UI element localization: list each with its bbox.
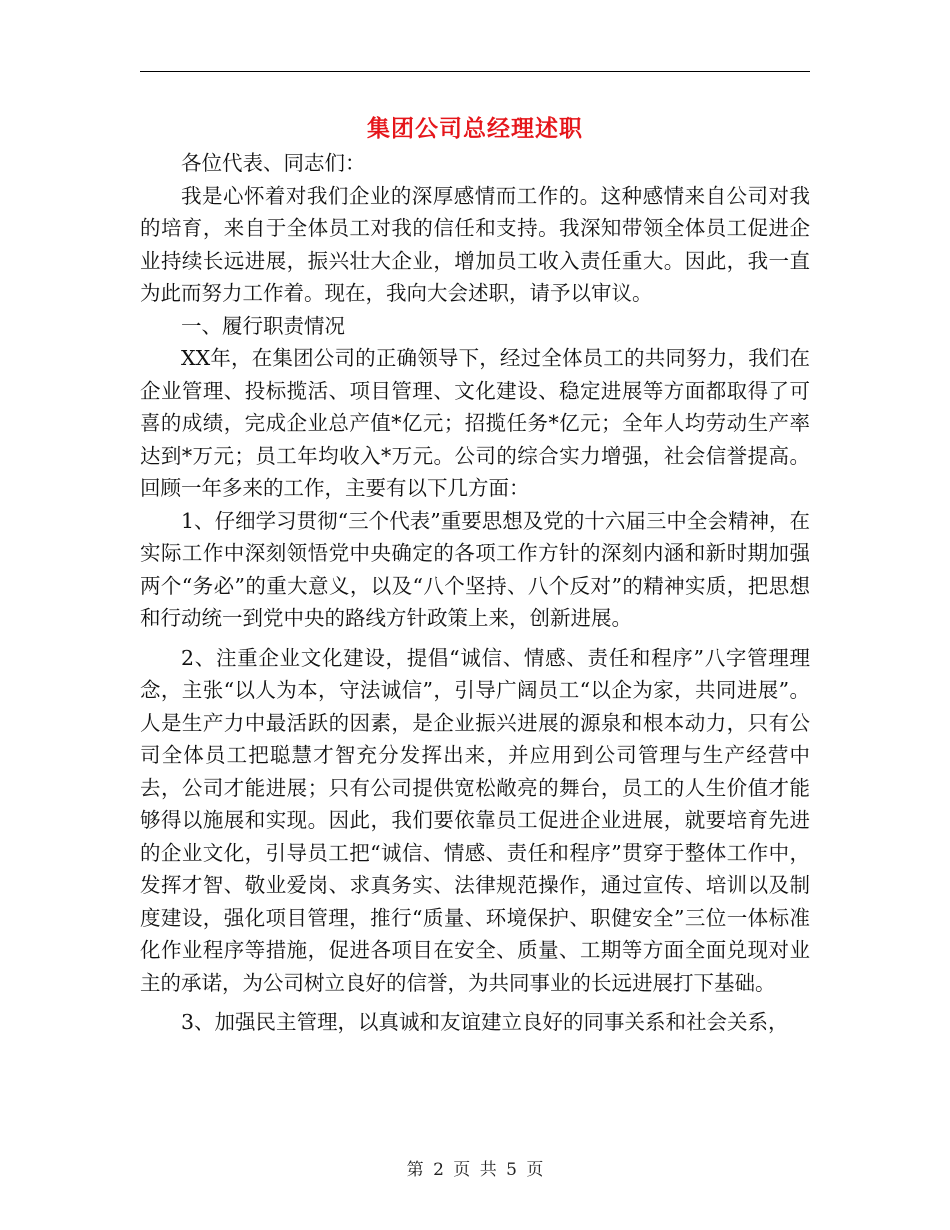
document-body	[140, 147, 810, 1039]
paragraph-summary: XX年，在集团公司的正确领导下，经过全体员工的共同努力，我们在企业管理、投标揽活、项目管理、文化建设、稳定进展等方面都取得了可喜的成绩，完成企业总产值*亿元；招揽任务*亿元；全年人均劳动生产率达到*万元；员工年均收入*万元。公司的综合实力增强，社会信誉提高。回顾一年多来的工作，主要有以下几方面：	[140, 346, 810, 500]
header-rule	[140, 71, 810, 72]
paragraph-item-3: 3、加强民主管理，以真诚和友谊建立良好的同事关系和社会关系，	[181, 1010, 789, 1034]
document-title: 集团公司总经理述职	[367, 116, 583, 142]
paragraph-item-1: 1、仔细学习贯彻“三个代表”重要思想及党的十六届三中全会精神，在实际工作中深刻领悟党中央确定的各项工作方针的深刻内涵和新时期加强两个“务必”的重大意义，以及“八个坚持、八个反对”的精神实质，把思想和行动统一到党中央的路线方针政策上来，创新进展。	[140, 508, 810, 630]
paragraph-item-2: 2、注重企业文化建设，提倡“诚信、情感、责任和程序”八字管理理念，主张“以人为本，守法诚信”，引导广阔员工“以企为家，共同进展”。人是生产力中最活跃的因素，是企业振兴进展的源泉和根本动力，只有公司全体员工把聪慧才智充分发挥出来，并应用到公司管理与生产经营中去，公司才能进展；只有公司提供宽松敞亮的舞台，员工的人生价值才能够得以施展和实现。因此，我们要依靠员工促进企业进展，就要培育先进的企业文化，引导员工把“诚信、情感、责任和程序”贯穿于整体工作中，发挥才智、敬业爱岗、求真务实、法律规范操作，通过宣传、培训以及制度建设，强化项目管理，推行“质量、环境保护、职健安全”三位一体标准化作业程序等措施，促进各项目在安全、质量、工期等方面全面兑现对业主的承诺，为公司树立良好的信誉，为共同事业的长远进展打下基础。	[140, 645, 810, 995]
paragraph-intro: 我是心怀着对我们企业的深厚感情而工作的。这种感情来自公司对我的培育，来自于全体员工对我的信任和支持。我深知带领全体员工促进企业持续长远进展，振兴壮大企业，增加员工收入责任重大。因此，我一直为此而努力工作着。现在，我向大会述职，请予以审议。	[140, 183, 810, 305]
paragraph-salutation: 各位代表、同志们：	[181, 151, 366, 175]
page-number-footer: 第 2 页 共 5 页	[406, 1160, 544, 1180]
section-heading: 一、履行职责情况	[181, 313, 345, 338]
